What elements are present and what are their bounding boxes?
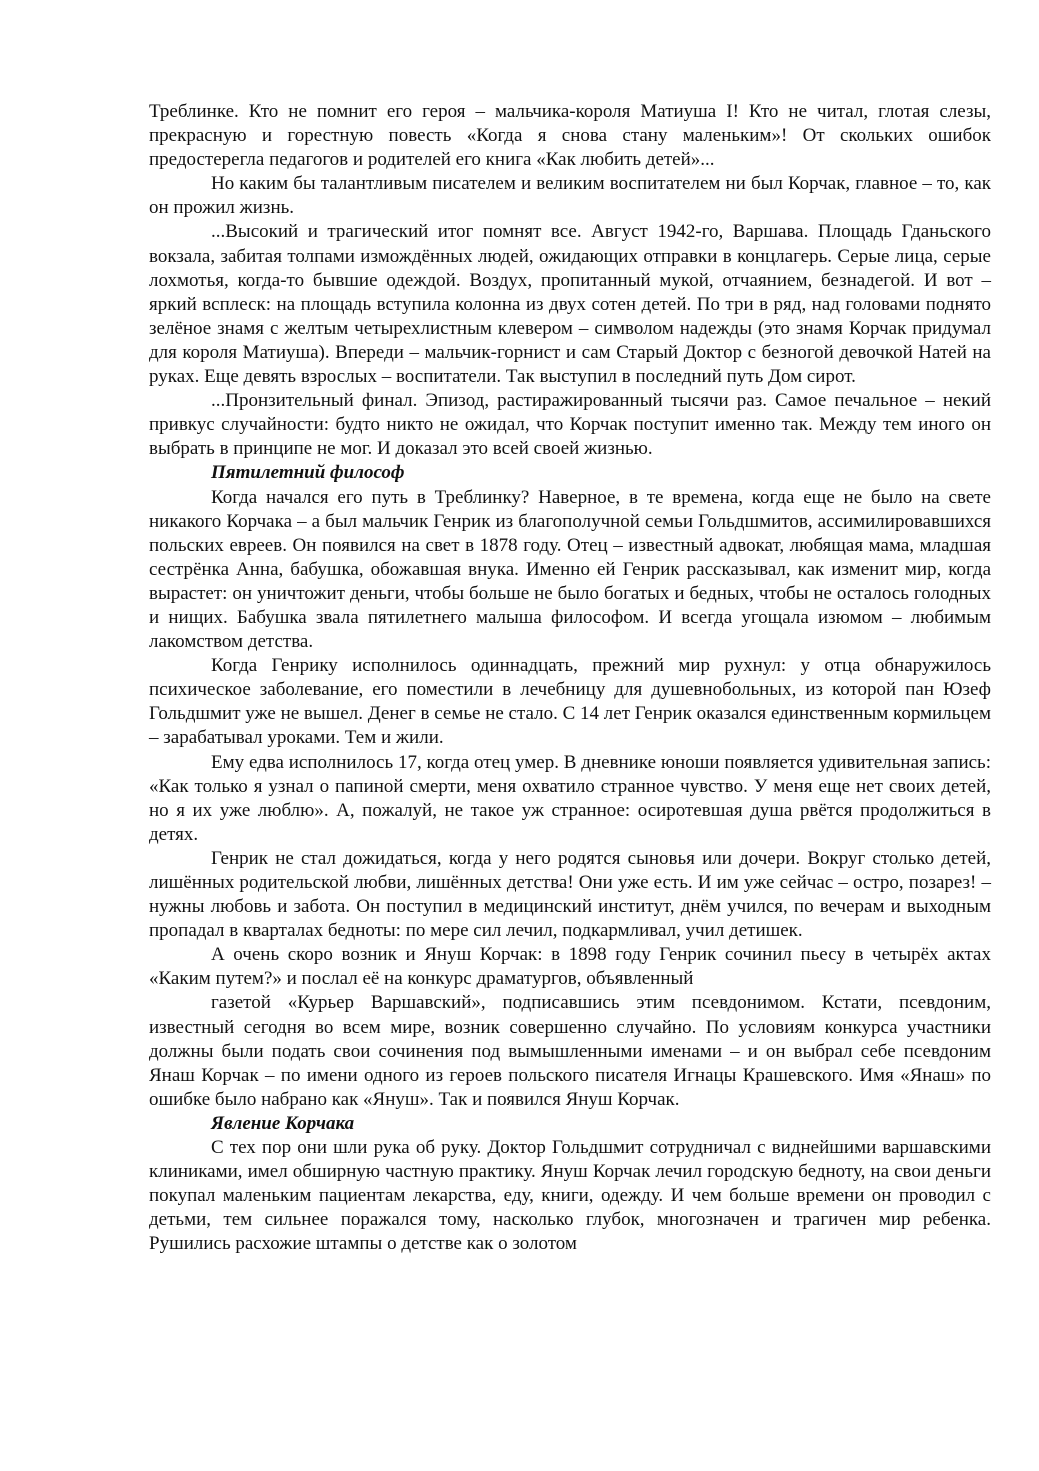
paragraph-august-1942: ...Высокий и трагический итог помнят все. Август 1942-го, Варшава. Площадь Гданьского вокзала, забитая толпами измождённых людей, ожидающих отправки в концлагерь. Серые лица, серые лохмотья, когда-то бывшие одеждой. Воздух, пропитанный мукой, отчаянием, безнадегой. И вот – яркий всплеск: на площадь вступила колонна из двух сотен детей. По три в ряд, над головами поднято зелёное знамя с желтым четырехлистным клевером – символом надежды (это знамя Корчак придумал для короля Матиуша). Впереди – мальчик-горнист и сам Старый Доктор с безногой девочкой Натей на руках. Еще девять взрослых – воспитатели. Так выступил в последний путь Дом сирот. (149, 221, 991, 388)
document-page (149, 100, 991, 1257)
section-heading-korczak-appearance: Явление Корчака (211, 1112, 355, 1134)
paragraph-father-death: Ему едва исполнилось 17, когда отец умер. В дневнике юноши появляется удивительная запись: «Как только я узнал о папиной смерти, меня охватило странное чувство. У меня еще нет своих детей, но я их уже люблю». А, пожалуй, не такое уж странное: осиротевшая душа рвётся продолжиться в детях. (149, 751, 991, 845)
paragraph-korczak-life: Но каким бы талантливым писателем и великим воспитателем ни был Корчак, главное – то, как он прожил жизнь. (149, 173, 991, 219)
section-heading-philosopher: Пятилетний философ (211, 462, 405, 484)
paragraph-treblinka-intro: Треблинке. Кто не помнит его героя – мальчика-короля Матиуша I! Кто не читал, глотая слезы, прекрасную и горестную повесть «Когда я снова стану маленьким»! От скольких ошибок предостерегла педагогов и родителей его книга «Как любить детей»... (149, 101, 991, 171)
paragraph-play-contest: А очень скоро возник и Януш Корчак: в 1898 году Генрик сочинил пьесу в четырёх актах «Каким путем?» и послал её на конкурс драматургов, объявленный (149, 944, 991, 990)
paragraph-father-illness: Когда Генрику исполнилось одиннадцать, прежний мир рухнул: у отца обнаружилось психическое заболевание, его поместили в лечебницу для душевнобольных, из которой пан Юзеф Гольдшмит уже не вышел. Денег в семье не стало. С 14 лет Генрик оказался единственным кормильцем – зарабатывал уроками. Тем и жили. (149, 655, 991, 749)
paragraph-piercing-finale: ...Пронзительный финал. Эпизод, растиражированный тысячи раз. Самое печальное – некий привкус случайности: будто никто не ожидал, что Корчак поступит именно так. Между тем иного он выбрать в принципе не мог. И доказал это всей своей жизнью. (149, 390, 991, 460)
paragraph-medical-institute: Генрик не стал дожидаться, когда у него родятся сыновья или дочери. Вокруг столько детей, лишённых родительской любви, лишённых детства! Они уже есть. И им уже сейчас – остро, позарез! – нужны любовь и забота. Он поступил в медицинский институт, днём учился, по вечерам и выходным пропадал в кварталах бедноты: по мере сил лечил, подкармливал, учил детишек. (149, 847, 991, 942)
paragraph-path-to-treblinka: Когда начался его путь в Треблинку? Наверное, в те времена, когда еще не было на свете никакого Корчака – а был мальчик Генрик из благополучной семьи Гольдшмитов, ассимилировавшихся польских евреев. Он появился на свет в 1878 году. Отец – известный адвокат, любящая мама, младшая сестрёнка Анна, бабушка, обожавшая внука. Именно ей Генрик рассказывал, как изменит мир, когда вырастет: он уничтожит деньги, чтобы больше не было богатых и бедных, чтобы не осталось голодных и нищих. Бабушка звала пятилетнего малыша философом. И всегда угощала изюмом – любимым лакомством детства. (149, 486, 991, 653)
paragraph-pseudonym: газетой «Курьер Варшавский», подписавшись этим псевдонимом. Кстати, псевдоним, известный сегодня во всем мире, возник совершенно случайно. По условиям конкурса участники должны были подать свои сочинения под вымышленными именами – и он выбрал себе псевдоним Янаш Корчак – по имени одного из героев польского писателя Игнацы Крашевского. Имя «Янаш» по ошибке было набрано как «Януш». Так и появился Януш Корчак. (149, 992, 991, 1110)
paragraph-hand-in-hand: С тех пор они шли рука об руку. Доктор Гольдшмит сотрудничал с виднейшими варшавскими клиниками, имел обширную частную практику. Януш Корчак лечил городскую бедноту, на свои деньги покупал маленьким пациентам лекарства, еду, книги, одежду. И чем больше времени он проводил с детьми, тем сильнее поражался тому, насколько глубок, многозначен и трагичен мир ребенка. Рушились расхожие штампы о детстве как о золотом (149, 1137, 991, 1255)
